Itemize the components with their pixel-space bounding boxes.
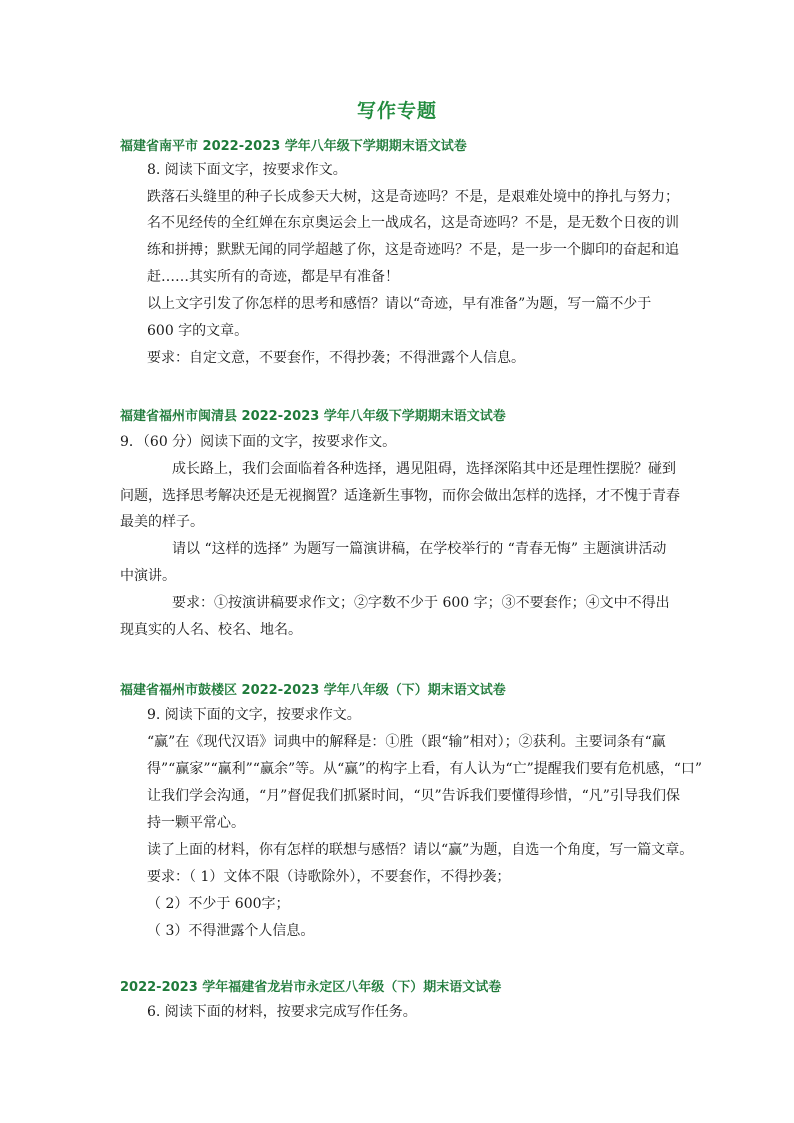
text-line: 让我们学会沟通，“月”督促我们抓紧时间，“贝”告诉我们要懂得珍惜，“凡”引导我们保	[147, 788, 680, 804]
question-number: 9. 阅读下面的文字，按要求作文。	[147, 707, 361, 723]
text-line: 赶……其实所有的奇迹，都是早有准备！	[147, 269, 399, 285]
requirements-line: 要求：（ 1）文体不限（诗歌除外），不要套作，不得抄袭；	[147, 869, 511, 885]
text-line: 现真实的人名、校名、地名。	[120, 622, 302, 638]
text-line: 读了上面的材料，你有怎样的联想与感悟？请以“赢”为题，自选一个角度，写一篇文章。	[147, 842, 694, 858]
text-line: 成长路上，我们会面临着各种选择，遇见阻碍，选择深陷其中还是理性摆脱？碰到	[172, 461, 676, 477]
question-number: 8. 阅读下面文字，按要求作文。	[147, 162, 347, 178]
section-source-3: 福建省福州市鼓楼区 2022-2023 学年八年级（下）期末语文试卷	[120, 683, 506, 698]
text-line: 练和拼搏；默默无闻的同学超越了你，这是奇迹吗？不是，是一步一个脚印的奋起和追	[147, 242, 679, 258]
text-line: 问题，选择思考解决还是无视搁置？适逢新生事物，而你会做出怎样的选择，才不愧于青春	[120, 488, 680, 504]
text-line: 请以 “这样的选择” 为题写一篇演讲稿，在学校举行的 “青春无悔” 主题演讲活动	[172, 541, 667, 557]
section-source-4: 2022-2023 学年福建省龙岩市永定区八年级（下）期末语文试卷	[120, 980, 502, 995]
section-source-1: 福建省南平市 2022-2023 学年八年级下学期期末语文试卷	[120, 139, 467, 154]
requirements-line: 要求：①按演讲稿要求作文；②字数不少于 600 字；③不要套作；④文中不得出	[172, 595, 670, 611]
page-title: 写作专题	[356, 100, 437, 122]
requirements-line: （ 3）不得泄露个人信息。	[147, 923, 315, 939]
text-line: 跌落石头缝里的种子长成参天大树，这是奇迹吗？不是，是艰难处境中的挣扎与努力；	[147, 189, 679, 205]
requirements-line: （ 2）不少于 600字；	[147, 896, 290, 912]
question-number: 9．（60 分）阅读下面的文字，按要求作文。	[120, 434, 397, 450]
text-line: 得”“赢家”“赢利”“赢余”等。从“赢”的构字上看，有人认为“亡”提醒我们要有危机感，“口”	[147, 761, 703, 777]
section-source-2: 福建省福州市闽清县 2022-2023 学年八年级下学期期末语文试卷	[120, 409, 506, 424]
question-number: 6. 阅读下面的材料，按要求完成写作任务。	[147, 1004, 417, 1020]
text-line: 以上文字引发了你怎样的思考和感悟？请以“奇迹，早有准备”为题，写一篇不少于	[147, 296, 652, 312]
text-line: 名不见经传的全红婵在东京奥运会上一战成名，这是奇迹吗？不是，是无数个日夜的训	[147, 215, 679, 231]
text-line: “赢”在《现代汉语》词典中的解释是：①胜（跟“输”相对）；②获利。主要词条有“赢	[147, 734, 666, 750]
text-line: 最美的样子。	[120, 514, 204, 530]
text-line: 持一颗平常心。	[147, 815, 245, 831]
text-line: 中演讲。	[120, 568, 176, 584]
requirements-line: 要求：自定文意，不要套作，不得抄袭；不得泄露个人信息。	[147, 350, 525, 366]
text-line: 600 字的文章。	[147, 323, 249, 339]
